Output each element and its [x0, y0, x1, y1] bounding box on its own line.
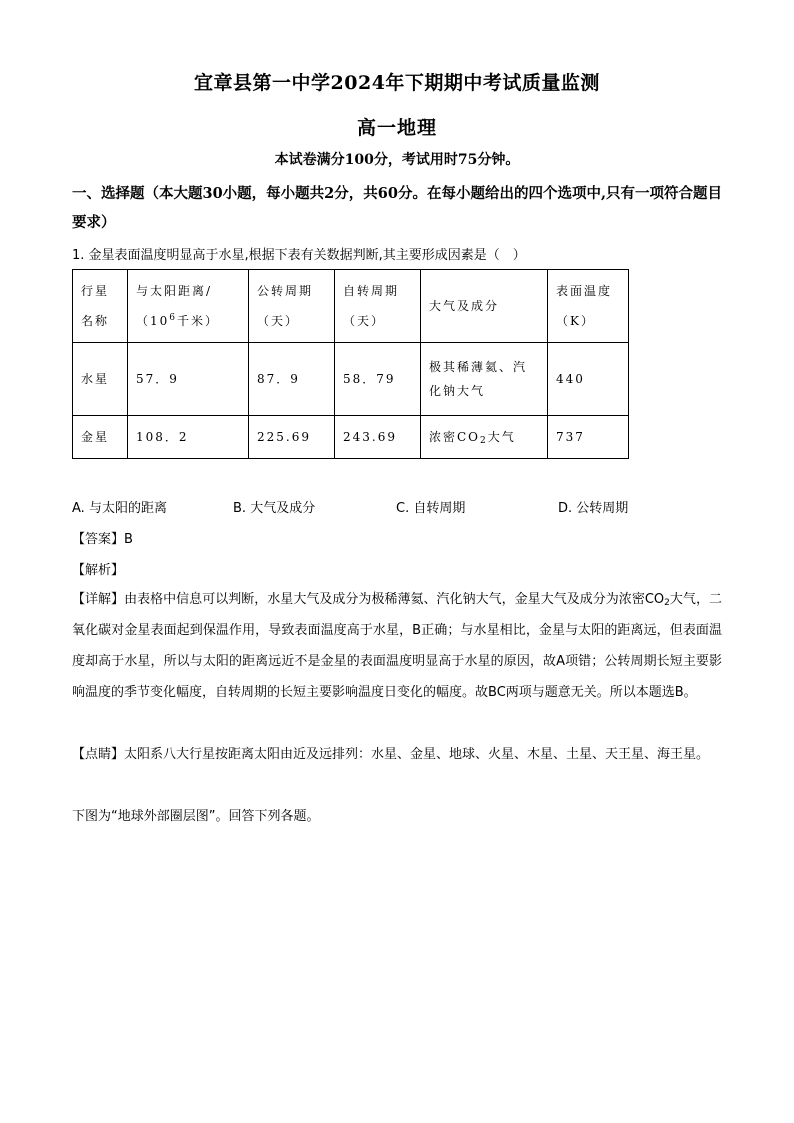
table-row [73, 416, 629, 459]
question-stem: 1. 金星表面温度明显高于水星,根据下表有关数据判断,其主要形成因素是（ ） [72, 248, 526, 263]
cell-atmosphere: 极其稀薄氦、汽 化钠大气 [421, 343, 548, 416]
cell-planet: 金星 [73, 416, 128, 459]
tip-tag: 【点睛】 [72, 747, 125, 762]
table-row [73, 343, 629, 416]
table-header-row [73, 270, 629, 343]
header-atmosphere: 大气及成分 [421, 270, 548, 343]
answer-value: B [124, 532, 133, 547]
answer-tag: 【答案】 [72, 532, 125, 547]
detail-paragraph: 【详解】由表格中信息可以判断，水星大气及成分为极稀薄氦、汽化钠大气，金星大气及成分为浓密$CO_2$大气，二氧化碳对金星表面起到保温作用，导致表面温度高于水星，B正确；与水星相比，金星与太阳的距离远，但表面温度却高于水星，所以与太阳的距离远近不是金星的表面温度明显高于水星的原因，故A项错；公转周期长短主要影响温度的季节变化幅度，自转周期的长短主要影响温度日变化的幅度。故BC两项与题意无关。所以本题选B。 [72, 592, 722, 700]
cell-atmosphere: 浓密$CO_2$大气 [421, 416, 548, 459]
header-rotation: 自转周期 （天） [335, 270, 421, 343]
option-b[interactable]: B. 大气及成分 [233, 501, 316, 516]
cell-rotation: 243.69 [335, 416, 421, 459]
cell-distance: 57．9 [128, 343, 249, 416]
header-distance: 与太阳距离/ （$10^6$千米） [128, 270, 249, 343]
analysis-tag: 【解析】 [72, 563, 125, 578]
cell-distance: 108．2 [128, 416, 249, 459]
exam-subject: 高一地理 [356, 117, 437, 139]
header-planet: 行星 名称 [73, 270, 128, 343]
planet-data-table [72, 269, 629, 459]
option-a[interactable]: A. 与太阳的距离 [72, 501, 167, 516]
section-heading: 一、选择题（本大题30小题，每小题共2分，共60分。在每小题给出的四个选项中,只有一项符合题目要求） [72, 185, 722, 231]
exam-title: 宜章县第一中学2024年下期期中考试质量监测 [194, 72, 600, 94]
option-c[interactable]: C. 自转周期 [396, 501, 466, 516]
header-revolution: 公转周期 （天） [249, 270, 335, 343]
next-question-intro: 下图为“地球外部圈层图”。回答下列各题。 [72, 809, 320, 824]
answer-line [72, 528, 133, 547]
exam-note: 本试卷满分100分，考试用时75分钟。 [274, 152, 520, 168]
cell-temperature: 737 [548, 416, 629, 459]
header-temperature: 表面温度 （K） [548, 270, 629, 343]
cell-planet: 水星 [73, 343, 128, 416]
cell-revolution: 225.69 [249, 416, 335, 459]
cell-rotation: 58．79 [335, 343, 421, 416]
tip-paragraph: 【点睛】太阳系八大行星按距离太阳由近及远排列：水星、金星、地球、火星、木星、土星、天王星、海王星。 [72, 747, 710, 762]
cell-revolution: 87．9 [249, 343, 335, 416]
cell-temperature: 440 [548, 343, 629, 416]
detail-tag: 【详解】 [72, 592, 125, 607]
option-d[interactable]: D. 公转周期 [558, 501, 629, 516]
